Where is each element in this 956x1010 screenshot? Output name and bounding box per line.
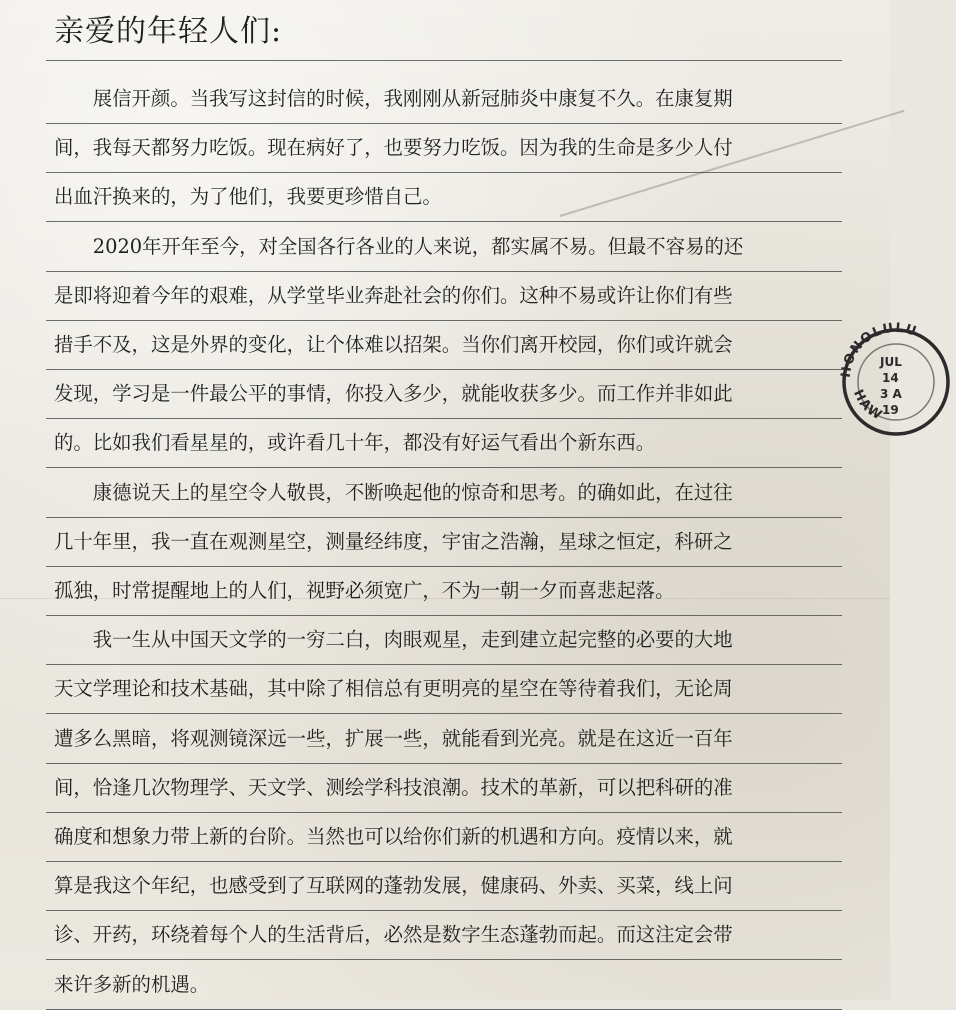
ruled-line: [46, 615, 842, 616]
ruled-line: [46, 664, 842, 665]
ruled-line: [46, 418, 842, 419]
letter-line: 2020年开年至今，对全国各行各业的人来说，都实属不易。但最不容易的还: [54, 234, 744, 258]
ruled-line: [46, 320, 842, 321]
ruled-line: [46, 369, 842, 370]
letter-line: 间，恰逢几次物理学、天文学、测绘学科技浪潮。技术的革新，可以把科研的准: [54, 775, 733, 799]
letter-line: 来许多新的机遇。: [54, 972, 210, 996]
ruled-line: [46, 221, 842, 222]
ruled-line: [46, 123, 842, 124]
letter-line: 发现，学习是一件最公平的事情，你投入多少，就能收获多少。而工作并非如此: [54, 382, 733, 406]
postmark-stamp: [836, 322, 956, 442]
letter-line: 孤独，时常提醒地上的人们，视野必须宽广，不为一朝一夕而喜悲起落。: [54, 579, 675, 602]
ruled-line: [46, 713, 842, 714]
postmark-year: 19: [882, 403, 899, 417]
letter-line: 是即将迎着今年的艰难，从学堂毕业奔赴社会的你们。这种不易或许让你们有些: [54, 283, 733, 307]
ruled-line: [46, 812, 842, 813]
letter-line: 几十年里，我一直在观测星空，测量经纬度，宇宙之浩瀚，星球之恒定，科研之: [54, 529, 733, 553]
letter-line: 诊、开药，环绕着每个人的生活背后，必然是数字生态蓬勃而起。而这注定会带: [54, 923, 733, 947]
ruled-line: [46, 566, 842, 567]
ruled-line: [46, 467, 842, 468]
letter-line: 天文学理论和技术基础，其中除了相信总有更明亮的星空在等待着我们，无论周: [54, 677, 733, 701]
ruled-line: [46, 910, 842, 911]
ruled-line: [46, 271, 842, 272]
ruled-line: [46, 60, 842, 61]
postmark-month: JUL: [880, 355, 902, 369]
letter-line: 的。比如我们看星星的，或许看几十年，都没有好运气看出个新东西。: [54, 431, 656, 455]
ruled-line: [46, 959, 842, 960]
postmark-day: 14: [882, 371, 899, 385]
svg-text:HONOLULU: [839, 322, 920, 379]
postmark-time: 3 A: [880, 387, 902, 401]
letter-line: 我一生从中国天文学的一穷二白，肉眼观星，走到建立起完整的必要的大地: [54, 628, 733, 652]
letter-line: 展信开颜。当我写这封信的时候，我刚刚从新冠肺炎中康复不久。在康复期: [54, 87, 733, 110]
postmark-city: HONOLULU: [838, 322, 920, 379]
letter-line: 出血汗换来的，为了他们，我要更珍惜自己。: [54, 185, 442, 209]
letter-line: 遭多么黑暗，将观测镜深远一些，扩展一些，就能看到光亮。就是在这近一百年: [54, 726, 733, 750]
ruled-line: [46, 172, 842, 173]
letter-salutation: 亲爱的年轻人们:: [54, 14, 283, 49]
letter-line: 康德说天上的星空令人敬畏，不断唤起他的惊奇和思考。的确如此，在过往: [54, 480, 733, 504]
ruled-line: [46, 763, 842, 764]
postmark-state: HAW: [849, 387, 886, 424]
ruled-line: [46, 861, 842, 862]
letter-line: 确度和想象力带上新的台阶。当然也可以给你们新的机遇和方向。疫情以来，就: [54, 825, 733, 848]
letter-line: 算是我这个年纪，也感受到了互联网的蓬勃发展，健康码、外卖、买菜，线上问: [54, 874, 733, 898]
ruled-line: [46, 517, 842, 518]
letter-line: 间，我每天都努力吃饭。现在病好了，也要努力吃饭。因为我的生命是多少人付: [54, 136, 733, 160]
letter-line: 措手不及，这是外界的变化，让个体难以招架。当你们离开校园，你们或许就会: [54, 333, 733, 356]
